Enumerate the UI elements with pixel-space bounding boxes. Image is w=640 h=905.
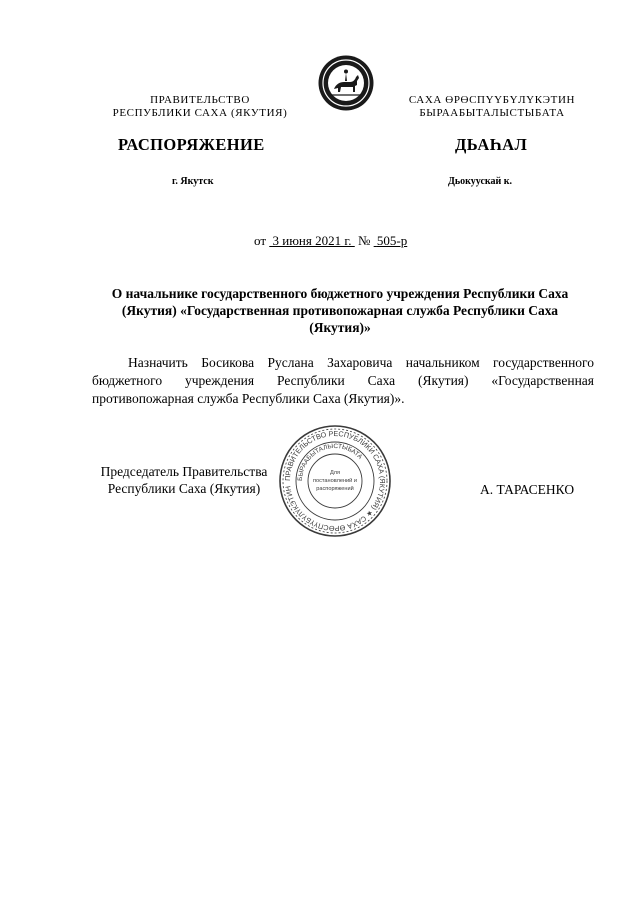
city-russian: г. Якутск xyxy=(172,176,214,187)
seal-outer-text: ПРАВИТЕЛЬСТВО РЕСПУБЛИКИ САХА (ЯКУТИЯ) ★ САХА ӨРӨСПҮҮБҮЛҮКЭТИН xyxy=(282,428,388,534)
signatory-position xyxy=(88,463,280,497)
number-sign: № xyxy=(358,233,371,248)
org-line: САХА ӨРӨСПҮҮБҮЛҮКЭТИН xyxy=(408,94,576,106)
government-name-sakha xyxy=(384,94,600,120)
seal-center-text: Для xyxy=(329,470,341,476)
position-line: Республики Саха (Якутия) xyxy=(107,481,261,496)
org-line: ПРАВИТЕЛЬСТВО xyxy=(150,94,250,106)
city-sakha: Дьокуускай к. xyxy=(448,176,513,187)
position-line: Председатель Правительства xyxy=(100,464,268,479)
signatory-name: А. ТАРАСЕНКО xyxy=(480,482,575,497)
document-title: О начальнике государственного бюджетного учреждения Республики Саха (Якутия) «Государственная противопожарная служба Республики Саха (Якутия)» xyxy=(111,286,569,335)
document-body: Назначить Босикова Руслана Захаровича начальником государственного бюджетного учреждения Республики Саха (Якутия) «Государственная противопожарная служба Республики Саха (Якутия)». xyxy=(92,355,594,406)
document-dateline xyxy=(254,233,407,249)
org-line: БЫРААБЫТАЛЫСТЫБАТА xyxy=(419,107,565,119)
document-number: 505-р xyxy=(376,233,408,248)
document-type-russian: РАСПОРЯЖЕНИЕ xyxy=(118,135,265,154)
org-line: РЕСПУБЛИКИ САХА (ЯКУТИЯ) xyxy=(112,107,288,119)
document-date: 3 июня 2021 г. xyxy=(272,233,352,248)
official-seal-stamp xyxy=(278,424,392,538)
document-type-sakha: ДЬАҺАЛ xyxy=(455,135,528,154)
coat-of-arms-emblem xyxy=(317,54,375,112)
seal-center-text: постановлений и xyxy=(313,478,357,484)
government-name-russian xyxy=(92,94,308,120)
seal-inner-text: БЫРААБЫТАЛЫСТЫБАТА xyxy=(296,442,364,482)
date-prefix: от xyxy=(254,233,267,248)
seal-center-text: распоряжений xyxy=(316,486,354,492)
